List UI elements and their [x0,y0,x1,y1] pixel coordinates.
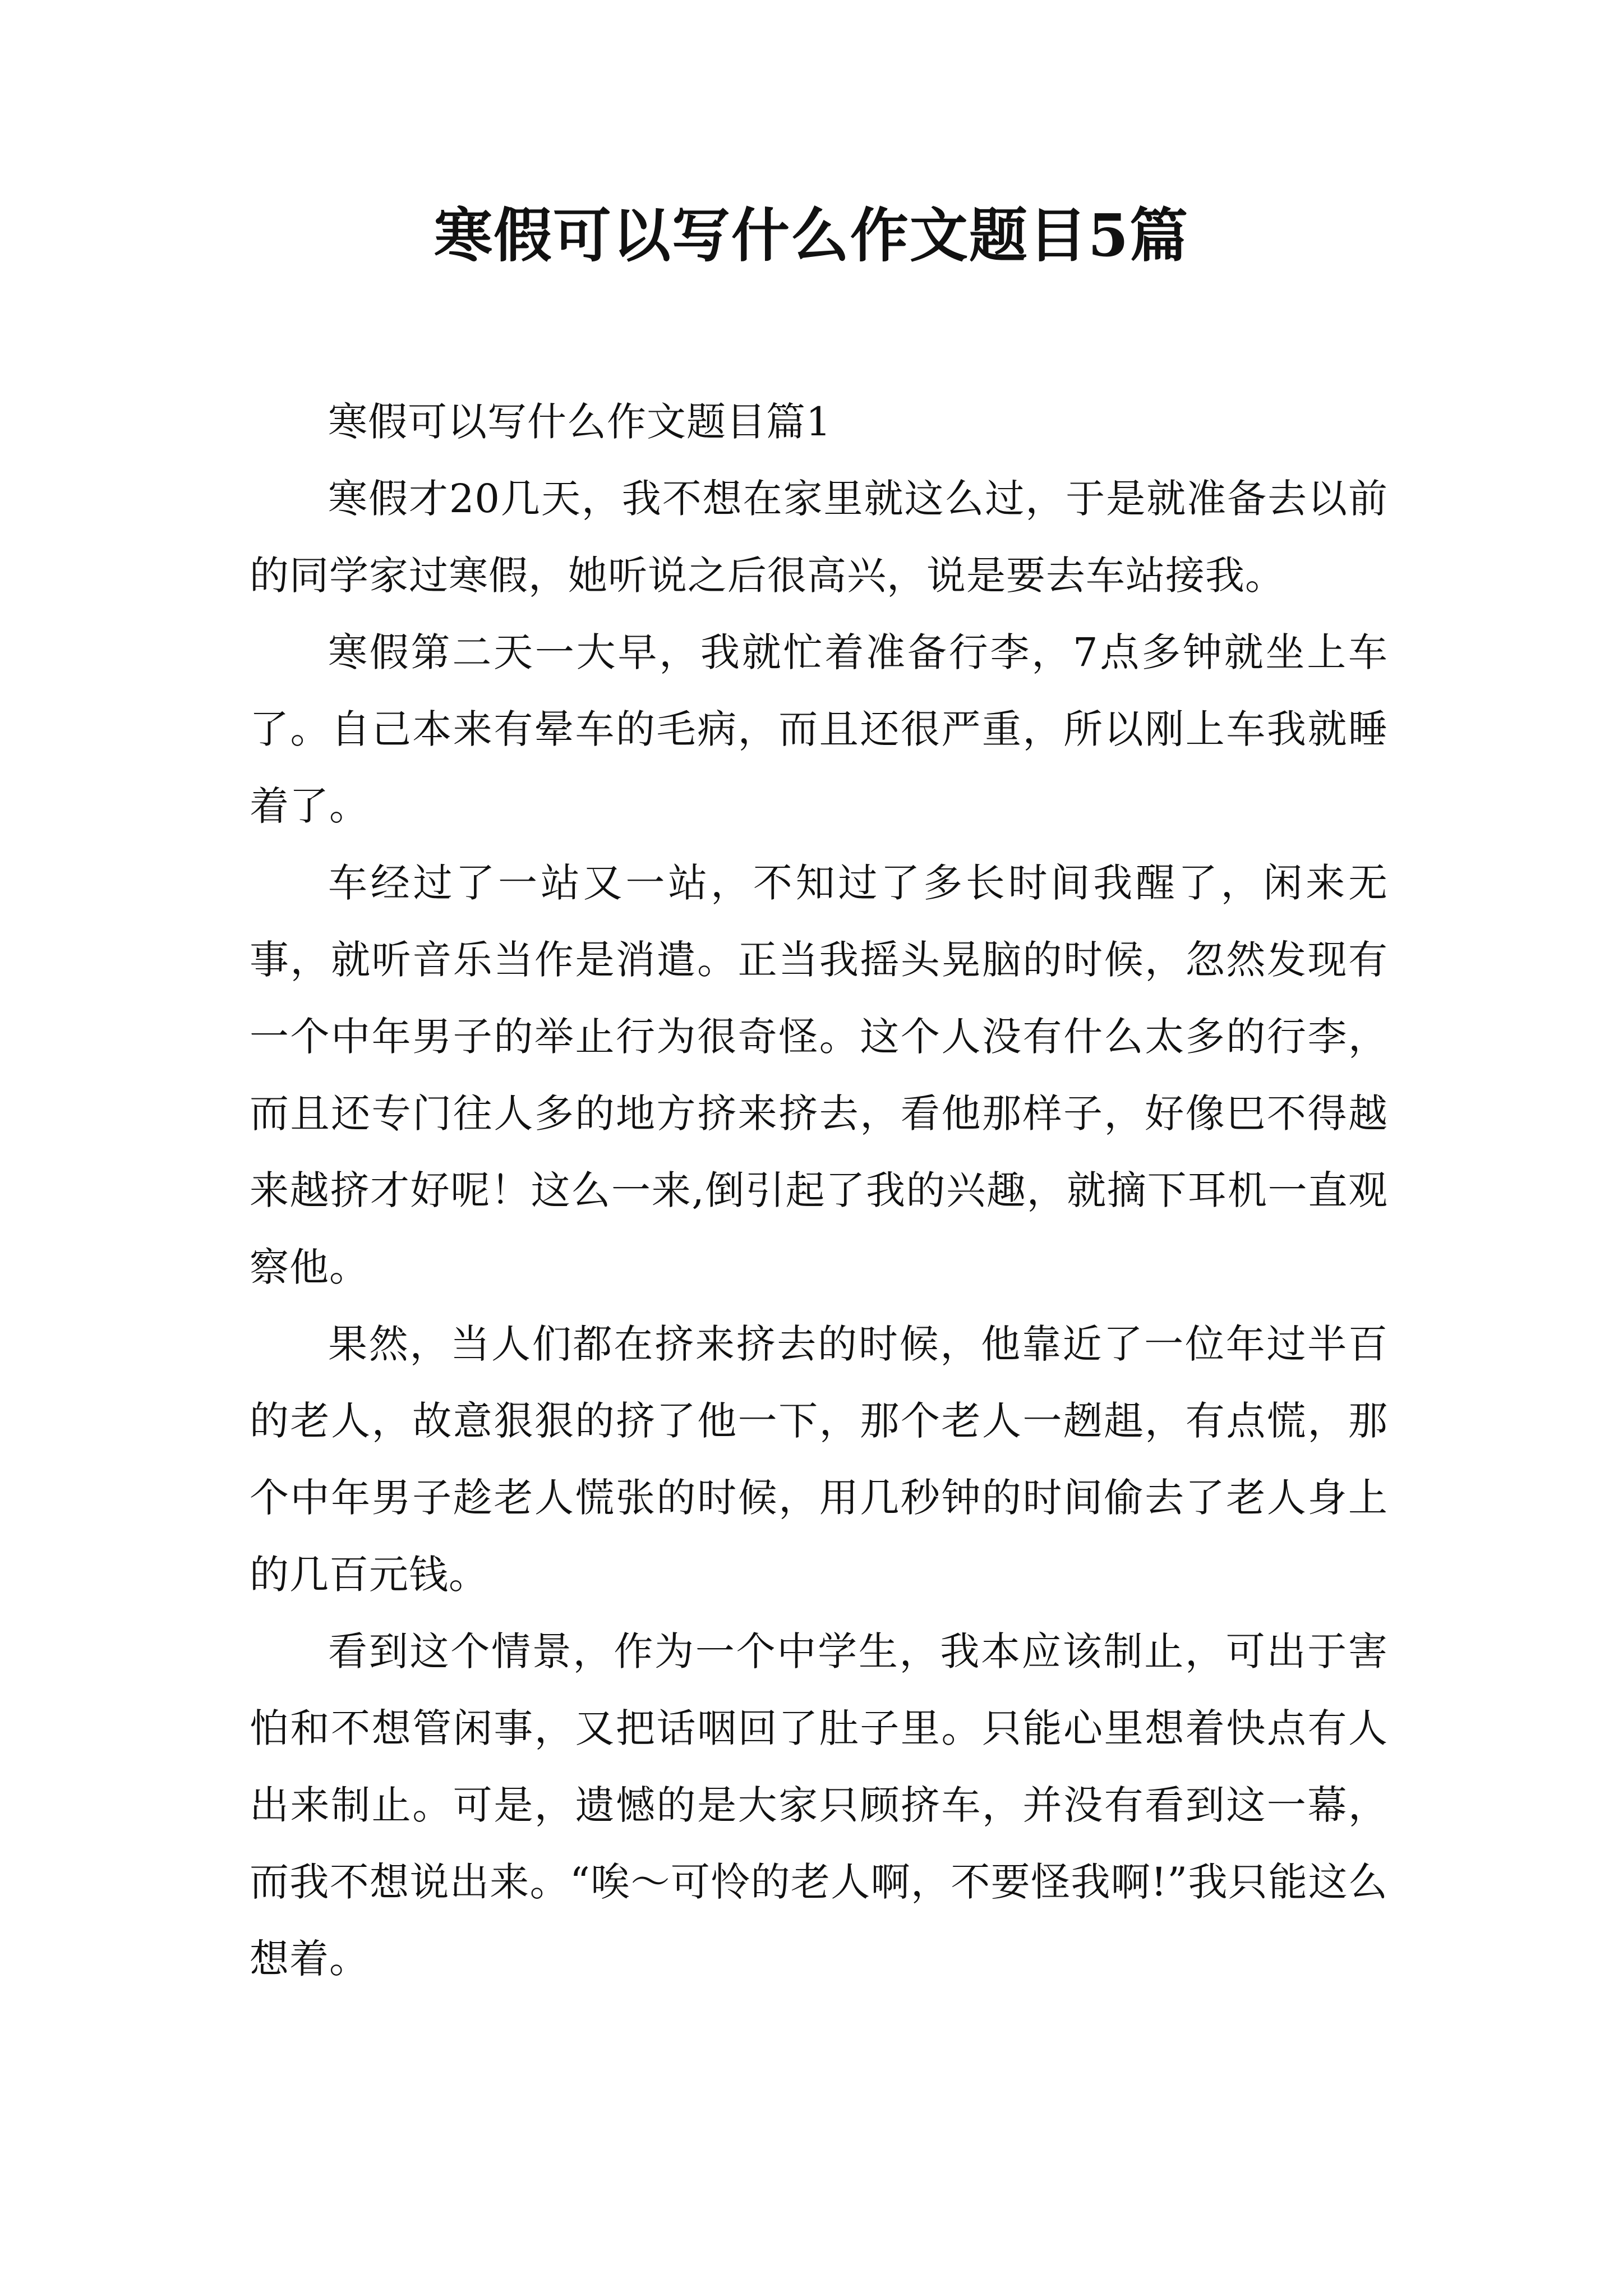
paragraph-5: 看到这个情景，作为一个中学生，我本应该制止，可出于害怕和不想管闲事，又把话咽回了肚子里。只能心里想着快点有人出来制止。可是，遗憾的是大家只顾挤车，并没有看到这一幕，而我不想说出来。“唉～可怜的老人啊，不要怪我啊!”我只能这么想着。 [250,1628,1388,1982]
paragraph-2: 寒假第二天一大早，我就忙着准备行李，7点多钟就坐上车了。自己本来有晕车的毛病，而且还很严重，所以刚上车我就睡着了。 [250,629,1388,829]
document-title: 寒假可以写什么作文题目5篇 [434,201,1189,270]
paragraph-3: 车经过了一站又一站，不知过了多长时间我醒了，闲来无事，就听音乐当作是消遣。正当我摇头晃脑的时候，忽然发现有一个中年男子的举止行为很奇怪。这个人没有什么太多的行李，而且还专门往人多的地方挤来挤去，看他那样子，好像巴不得越来越挤才好呢！这么一来,倒引起了我的兴趣，就摘下耳机一直观察他。 [250,860,1388,1290]
paragraph-4: 果然，当人们都在挤来挤去的时候，他靠近了一位年过半百的老人，故意狠狠的挤了他一下，那个老人一趔趄，有点慌，那个中年男子趁老人慌张的时候，用几秒钟的时间偷去了老人身上的几百元钱。 [250,1321,1388,1598]
document-body [250,384,1388,1998]
paragraph-1: 寒假才20几天，我不想在家里就这么过，于是就准备去以前的同学家过寒假，她听说之后很高兴，说是要去车站接我。 [250,476,1388,599]
section-heading: 寒假可以写什么作文题目篇1 [328,399,832,445]
